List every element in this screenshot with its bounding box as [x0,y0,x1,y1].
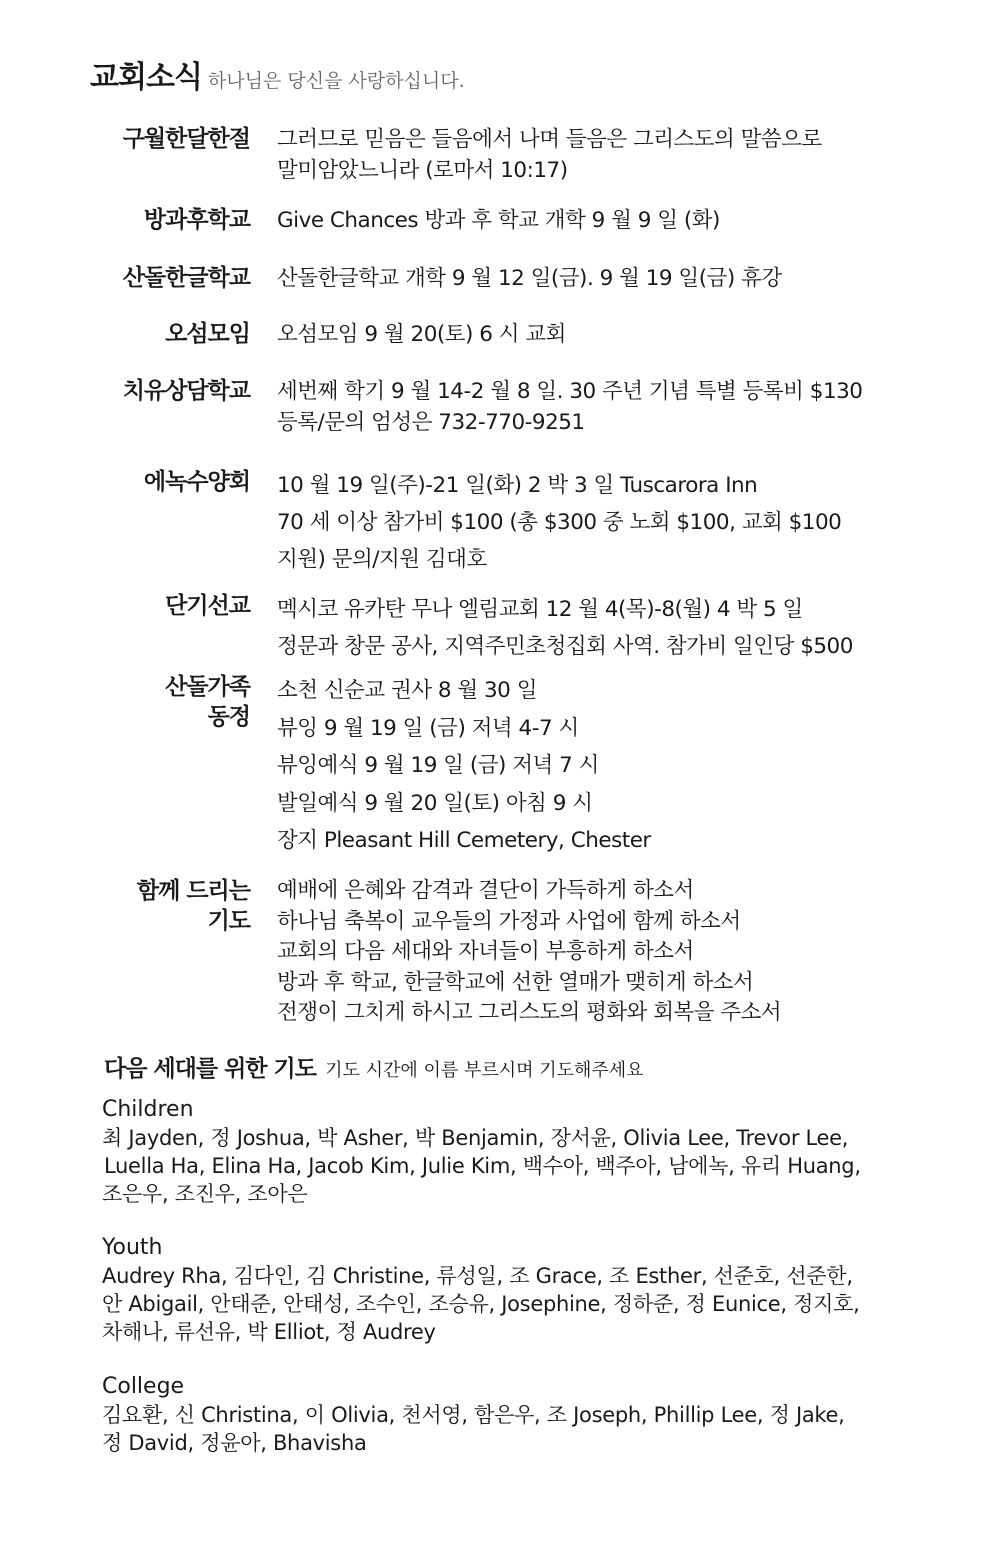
names-line: Luella Ha, Elina Ha, Jacob Kim, Julie Kim, 백수아, 백주아, 남에녹, 유리 Huang, [104,1154,861,1178]
news-item-content [277,319,987,350]
news-item-line: 소천 신순교 권사 8 월 30 일 [277,678,537,703]
news-item-line: 예배에 은혜와 감격과 결단이 가득하게 하소서 [277,878,694,903]
names-line: 정 David, 정윤아, Bhavisha [102,1431,367,1455]
news-item-content [277,263,987,294]
news-item-line: 교회의 다음 세대와 자녀들이 부흥하게 하소서 [277,939,694,964]
news-item-line: 말미암았느니라 (로마서 10:17) [277,158,568,183]
names-line: 차해나, 류선유, 박 Elliot, 정 Audrey [102,1320,436,1344]
page-subtitle: 하나님은 당신을 사랑하십니다. [207,70,465,92]
news-item-label: 산돌한글학교 [122,265,250,291]
names-line: 조은우, 조진우, 조아은 [102,1182,308,1206]
news-item-line: 뷰잉 9 월 19 일 (금) 저녁 4-7 시 [277,715,579,741]
news-item-line: 10 월 19 일(주)-21 일(화) 2 박 3 일 Tuscarora Inn [277,473,758,498]
group-title: College [102,1374,185,1399]
names-line: 최 Jayden, 정 Joshua, 박 Asher, 박 Benjamin, 장서윤, Olivia Lee, Trevor Lee, [102,1126,849,1150]
news-item-line: 전쟁이 그치게 하시고 그리스도의 평화와 회복을 주소서 [277,1000,782,1025]
group-youth [102,1234,982,1346]
news-item-line: 하나님 축복이 교우들의 가정과 사업에 함께 하소서 [277,908,741,934]
news-item-content [277,467,987,578]
names-line: 김요환, 신 Christina, 이 Olivia, 천서영, 함은우, 조 Joseph, Phillip Lee, 정 Jake, [102,1403,845,1427]
news-item-line: 그러므로 믿음은 들음에서 나며 들음은 그리스도의 말씀으로 [277,127,822,152]
news-item-content [277,205,987,236]
news-item-content [277,591,987,665]
news-item-label: 산돌가족 동정 [165,674,250,730]
news-item-label: 오섬모임 [165,321,250,347]
news-item-line: 발일예식 9 월 20 일(토) 아침 9 시 [277,790,593,816]
next-gen-title: 다음 세대를 위한 기도 [104,1056,316,1082]
news-item-line: 멕시코 유카탄 무나 엘림교회 12 월 4(목)-8(월) 4 박 5 일 [277,597,803,622]
group-names [102,1401,982,1457]
news-item-label: 치유상담학교 [122,378,250,404]
news-item-label: 구월한달한절 [122,126,250,152]
names-line: 안 Abigail, 안태준, 안태성, 조수인, 조승유, Josephine, 정하준, 정 Eunice, 정지호, [102,1292,860,1316]
page-title: 교회소식 [90,60,202,95]
news-item-content [277,876,987,1029]
news-item-content [277,672,987,860]
news-item-line: 세번째 학기 9 월 14-2 월 8 일. 30 주년 기념 특별 등록비 $130 [277,379,863,404]
group-names [102,1124,982,1208]
group-names [102,1262,982,1346]
next-gen-subtitle: 기도 시간에 이름 부르시며 기도해주세요 [325,1060,644,1081]
group-title: Children [102,1097,194,1122]
news-item-line: Give Chances 방과 후 학교 개학 9 월 9 일 (화) [277,208,720,233]
names-line: Audrey Rha, 김다인, 김 Christine, 류성일, 조 Grace, 조 Esther, 선준호, 선준한, [102,1264,853,1288]
news-item-content [277,376,987,438]
news-item-content [277,124,987,186]
news-item-line: 등록/문의 엄성은 732-770-9251 [277,410,585,435]
news-item-line: 정문과 창문 공사, 지역주민초청집회 사역. 참가비 일인당 $500 [277,634,853,659]
group-title: Youth [102,1235,163,1260]
news-item-label: 함께 드리는 기도 [136,878,250,934]
next-gen-heading [104,1050,644,1083]
group-children [102,1096,982,1208]
group-college [102,1373,982,1457]
news-item-label: 단기선교 [165,593,250,619]
news-item-label: 방과후학교 [143,207,250,233]
news-item-line: 방과 후 학교, 한글학교에 선한 열매가 맺히게 하소서 [277,969,754,995]
news-item-line: 오섬모임 9 월 20(토) 6 시 교회 [277,322,566,347]
news-item-line: 산돌한글학교 개학 9 월 12 일(금). 9 월 19 일(금) 휴강 [277,266,782,291]
news-item-line: 뷰잉예식 9 월 19 일 (금) 저녁 7 시 [277,753,599,778]
page-header [90,52,465,96]
news-item-line: 70 세 이상 참가비 $100 (총 $300 중 노회 $100, 교회 $100 [277,510,842,535]
news-item-label: 에녹수양회 [143,469,250,495]
news-item-line: 장지 Pleasant Hill Cemetery, Chester [277,828,651,853]
news-item-line: 지원) 문의/지원 김대호 [277,547,487,572]
